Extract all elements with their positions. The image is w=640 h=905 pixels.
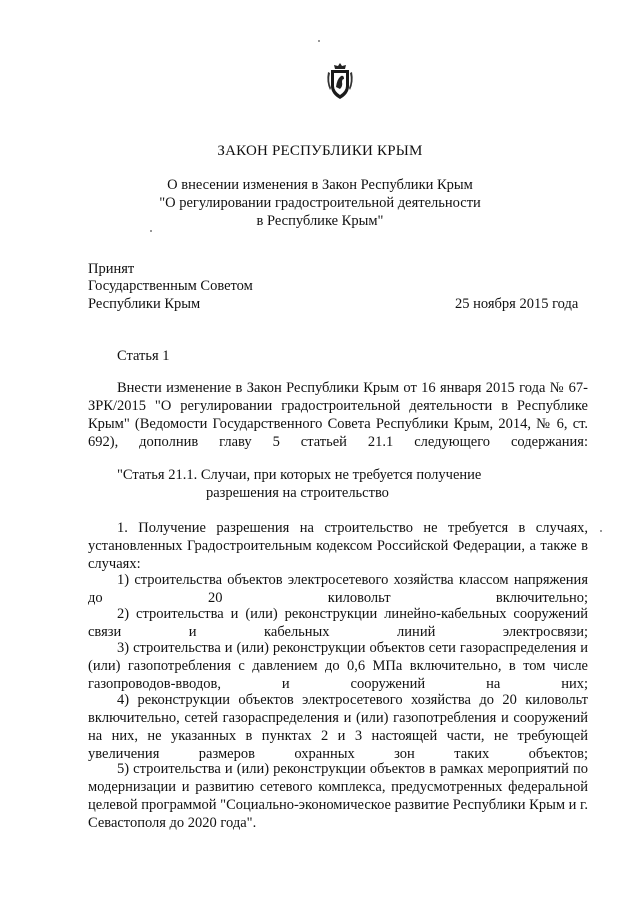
list-item: 1) строительства объектов электросетевого хозяйства классом напряжения до 20 киловольт включительно; xyxy=(88,572,588,606)
subtitle-line-3: в Республике Крым" xyxy=(256,213,384,229)
law-title: ЗАКОН РЕСПУБЛИКИ КРЫМ xyxy=(217,143,423,159)
coat-of-arms-emblem xyxy=(325,62,355,100)
list-item: 4) реконструкции объектов электросетевого хозяйства до 20 киловольт включительно, сетей газораспределения и (или) газопотребления и сооружений на них, не указанных в пунктах 2 и 3 настоящей части, не требующей увеличения размеров охранных зон таких объектов; xyxy=(88,692,588,762)
adopted-line-3: Республики Крым xyxy=(88,296,201,312)
new-article-title-line-1: "Статья 21.1. Случаи, при которых не требуется получение xyxy=(117,467,482,483)
paragraph-amendment: Внести изменение в Закон Республики Крым от 16 января 2015 года № 67-ЗРК/2015 "О регулировании градостроительной деятельности в Республике Крым" (Ведомости Государственного Совета Республики Крым, 2014, № 6, ст. 692), дополнив главу 5 статьей 21.1 следующего содержания: xyxy=(88,380,588,450)
list-item: 5) строительства и (или) реконструкции объектов в рамках мероприятий по модернизации и развитию сетевого комплекса, предусмотренных федеральной целевой программой "Социально-экономическое развитие Республики Крым и г. Севастополя до 2020 года". xyxy=(88,761,588,831)
paragraph-part-1: 1. Получение разрешения на строительство не требуется в случаях, установленных Градостроительным кодексом Российской Федерации, а также в случаях: xyxy=(88,520,588,572)
scan-speck xyxy=(150,230,152,232)
list-item: 3) строительства и (или) реконструкции объектов сети газораспределения и (или) газопотребления с давлением до 0,6 МПа включительно, в том числе газопроводов-вводов, и сооружений на них; xyxy=(88,640,588,692)
article-heading: Статья 1 xyxy=(117,348,170,364)
scan-speck xyxy=(600,530,602,532)
adopted-line-2: Государственным Советом xyxy=(88,278,253,294)
scan-speck xyxy=(318,40,320,42)
adoption-date: 25 ноября 2015 года xyxy=(455,296,579,312)
new-article-title-line-2: разрешения на строительство xyxy=(206,485,389,501)
list-item: 2) строительства и (или) реконструкции линейно-кабельных сооружений связи и кабельных линий электросвязи; xyxy=(88,606,588,640)
subtitle-line-1: О внесении изменения в Закон Республики Крым xyxy=(167,177,473,193)
subtitle-line-2: "О регулировании градостроительной деятельности xyxy=(159,195,481,211)
adopted-line-1: Принят xyxy=(88,261,135,277)
